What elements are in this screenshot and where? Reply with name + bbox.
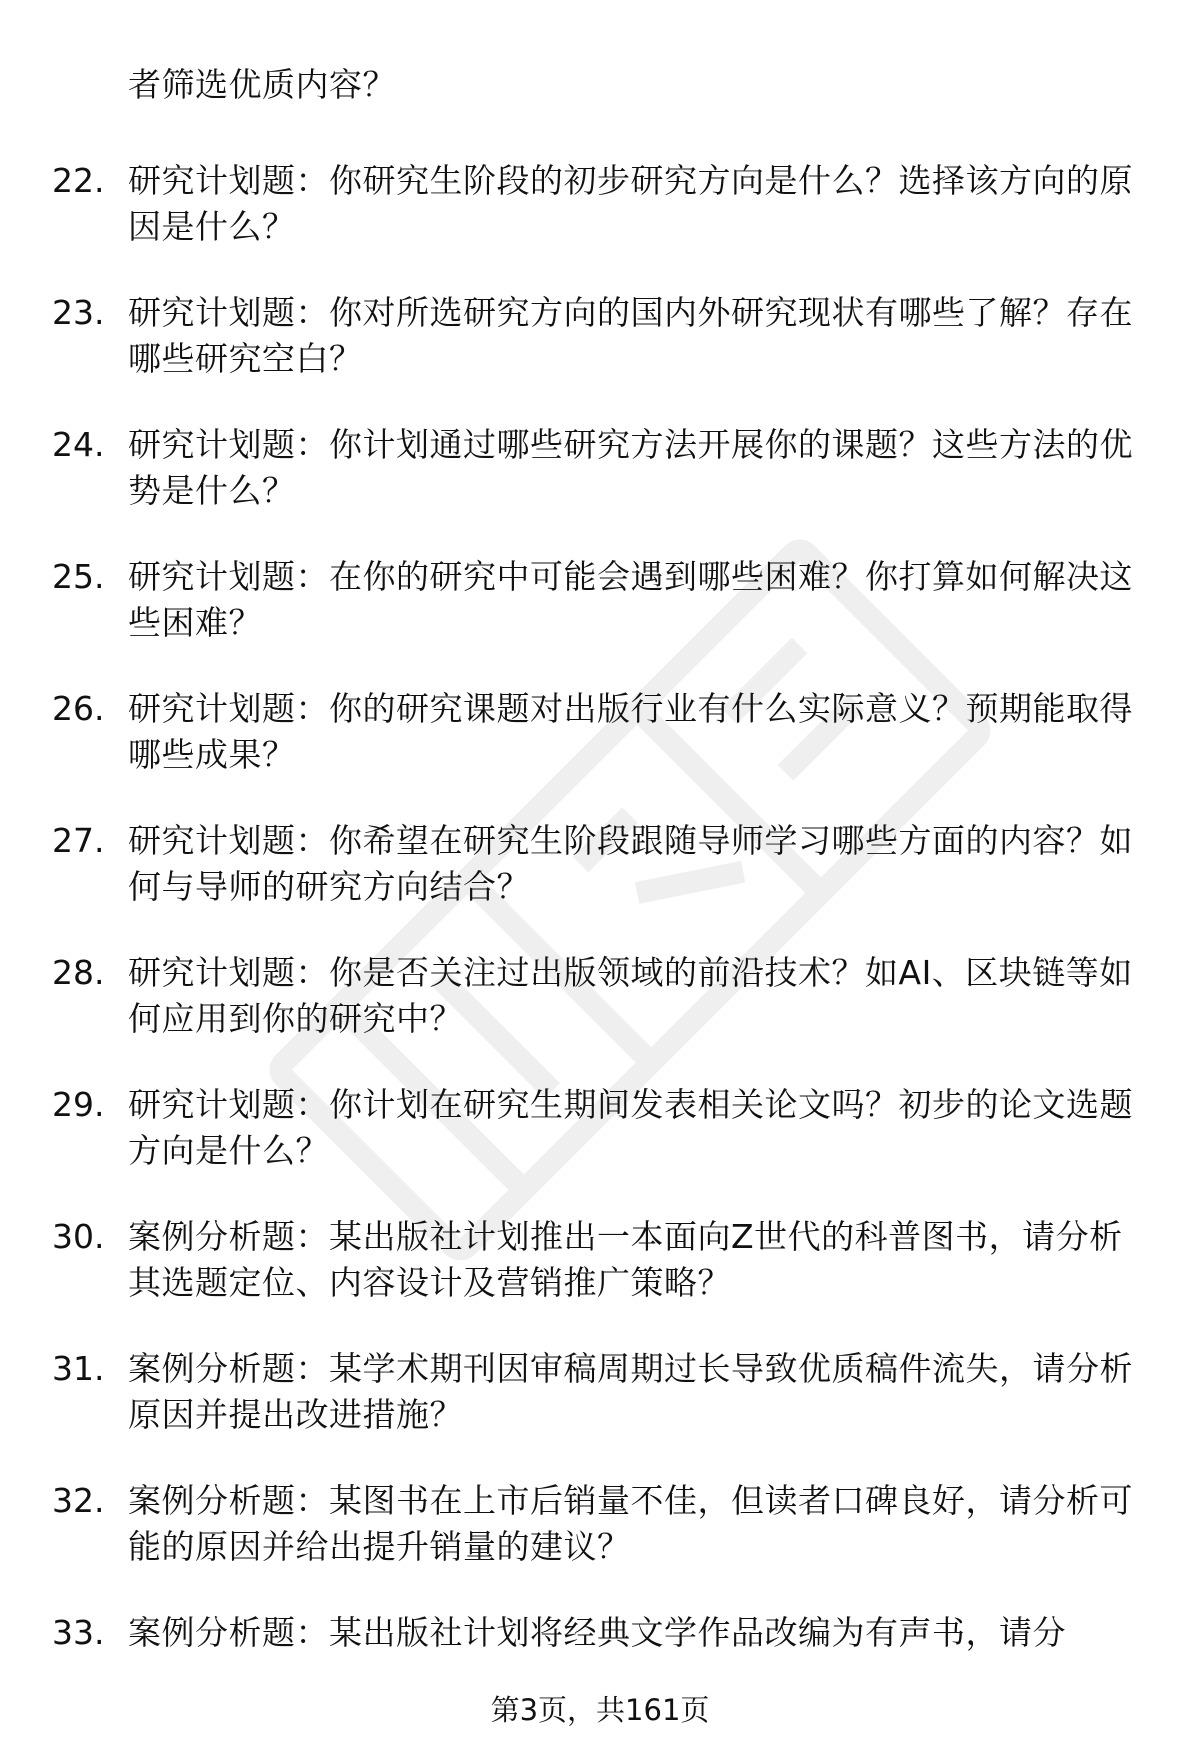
list-item-number: 29. [52, 1085, 105, 1124]
list-item-number: 26. [52, 689, 105, 728]
list-item-text: 研究计划题：你希望在研究生阶段跟随导师学习哪些方面的内容？如何与导师的研究方向结合？ [128, 821, 1133, 906]
question-list [0, 62, 1200, 1696]
list-item-number: 23. [52, 293, 105, 332]
list-item-number: 32. [52, 1481, 105, 1520]
list-item-text: 研究计划题：你是否关注过出版领域的前沿技术？如AI、区块链等如何应用到你的研究中？ [128, 953, 1133, 1038]
list-item [0, 1610, 1200, 1656]
list-item-number: 27. [52, 821, 105, 860]
list-item [0, 818, 1200, 910]
page-footer: 第3页，共161页 [490, 1693, 710, 1727]
list-item [0, 1082, 1200, 1174]
list-item [0, 686, 1200, 778]
list-item-text: 研究计划题：你对所选研究方向的国内外研究现状有哪些了解？存在哪些研究空白？ [128, 293, 1133, 378]
list-item [0, 422, 1200, 514]
list-item-text: 者筛选优质内容？ [128, 65, 396, 104]
list-item [0, 1214, 1200, 1306]
list-item-text: 案例分析题：某出版社计划推出一本面向Z世代的科普图书，请分析其选题定位、内容设计及营销推广策略？ [128, 1217, 1123, 1302]
list-item-text: 研究计划题：在你的研究中可能会遇到哪些困难？你打算如何解决这些困难？ [128, 557, 1133, 642]
list-item [0, 1346, 1200, 1438]
list-item-number: 25. [52, 557, 105, 596]
list-item-number: 33. [52, 1613, 105, 1652]
list-item [0, 554, 1200, 646]
list-item-number: 22. [52, 161, 105, 200]
list-item-text: 研究计划题：你的研究课题对出版行业有什么实际意义？预期能取得哪些成果？ [128, 689, 1133, 774]
list-item-text: 研究计划题：你计划在研究生期间发表相关论文吗？初步的论文选题方向是什么？ [128, 1085, 1133, 1170]
list-item [0, 158, 1200, 250]
list-item-text: 研究计划题：你研究生阶段的初步研究方向是什么？选择该方向的原因是什么？ [128, 161, 1133, 246]
list-item [0, 950, 1200, 1042]
list-item-number: 31. [52, 1349, 105, 1388]
list-item [0, 1478, 1200, 1570]
list-item-text: 案例分析题：某出版社计划将经典文学作品改编为有声书，请分 [128, 1613, 1066, 1652]
list-item-number: 24. [52, 425, 105, 464]
list-item-text: 案例分析题：某图书在上市后销量不佳，但读者口碑良好，请分析可能的原因并给出提升销量的建议？ [128, 1481, 1133, 1566]
list-item-continuation [0, 62, 1200, 108]
list-item-text: 研究计划题：你计划通过哪些研究方法开展你的课题？这些方法的优势是什么？ [128, 425, 1133, 510]
list-item-number: 30. [52, 1217, 105, 1256]
list-item [0, 290, 1200, 382]
list-item-number: 28. [52, 953, 105, 992]
list-item-text: 案例分析题：某学术期刊因审稿周期过长导致优质稿件流失，请分析原因并提出改进措施？ [128, 1349, 1133, 1434]
